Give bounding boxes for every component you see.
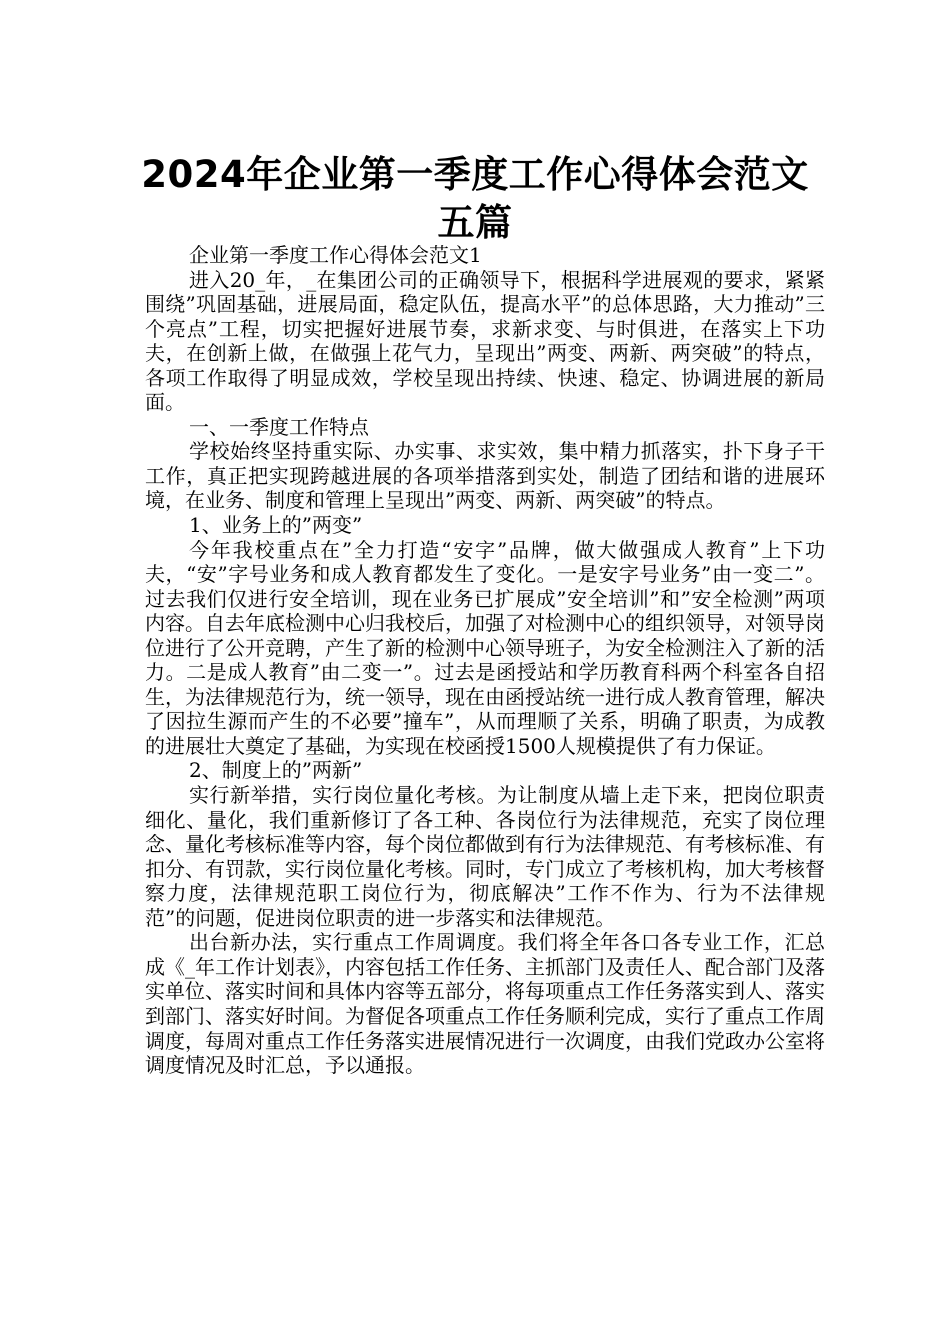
title-line-2: 五篇 — [437, 200, 513, 244]
subsection-heading: 1、业务上的”两变” — [189, 513, 363, 538]
document-title — [100, 151, 850, 247]
body-paragraph: 实行新举措，实行岗位量化考核。为让制度从墙上走下来，把岗位职责细化、量化，我们重新修订了各工种、各岗位行为法律规范，充实了岗位理念、量化考核标准等内容，每个岗位都做到有行为法律规范、有考核标准、有扣分、有罚款，实行岗位量化考核。同时，专门成立了考核机构，加大考核督察力度，法律规范职工岗位行为，彻底解决”工作不作为、行为不法律规范”的问题，促进岗位职责的进一步落实和法律规范。 — [145, 783, 825, 930]
body-paragraph: 进入20_年，_在集团公司的正确领导下，根据科学进展观的要求，紧紧围绕”巩固基础，进展局面，稳定队伍，提高水平”的总体思路，大力推动”三个亮点”工程，切实把握好进展节奏，求新求变、与时俱进，在落实上下功夫，在创新上做，在做强上花气力，呈现出”两变、两新、两突破”的特点，各项工作取得了明显成效，学校呈现出持续、快速、稳定、协调进展的新局面。 — [145, 267, 825, 415]
section-heading: 一、一季度工作特点 — [189, 414, 369, 439]
subsection-heading: 2、制度上的”两新” — [189, 758, 363, 783]
body-paragraph: 今年我校重点在”全力打造“安字”品牌，做大做强成人教育”上下功夫，“安”字号业务和成人教育都发生了变化。一是安字号业务”由一变二”。过去我们仅进行安全培训，现在业务已扩展成”安全培训”和”安全检测”两项内容。自去年底检测中心归我校后，加强了对检测中心的组织领导，对领导岗位进行了公开竞聘，产生了新的检测中心领导班子，为安全检测注入了新的活力。二是成人教育”由二变一”。过去是函授站和学历教育科两个科室各自招生，为法律规范行为，统一领导，现在由函授站统一进行成人教育管理，解决了因拉生源而产生的不必要”撞车”，从而理顺了关系，明确了职责，为成教的进展壮大奠定了基础，为实现在校函授1500人规模提供了有力保证。 — [145, 537, 825, 758]
body-paragraph: 学校始终坚持重实际、办实事、求实效，集中精力抓落实，扑下身子干工作，真正把实现跨越进展的各项举措落到实处，制造了团结和谐的进展环境，在业务、制度和管理上呈现出”两变、两新、两突破”的特点。 — [145, 439, 825, 513]
document-body — [145, 243, 825, 1078]
subtitle-paragraph: 企业第一季度工作心得体会范文1 — [189, 243, 482, 267]
title-line-1: 2024年企业第一季度工作心得体会范文 — [141, 152, 809, 196]
body-paragraph: 出台新办法，实行重点工作周调度。我们将全年各口各专业工作，汇总成《_年工作计划表》，内容包括工作任务、主抓部门及责任人、配合部门及落实单位、落实时间和具体内容等五部分，将每项重点工作任务落实到人、落实到部门、落实好时间。为督促各项重点工作任务顺利完成，实行了重点工作周调度，每周对重点工作任务落实进展情况进行一次调度，由我们党政办公室将调度情况及时汇总，予以通报。 — [145, 930, 825, 1078]
